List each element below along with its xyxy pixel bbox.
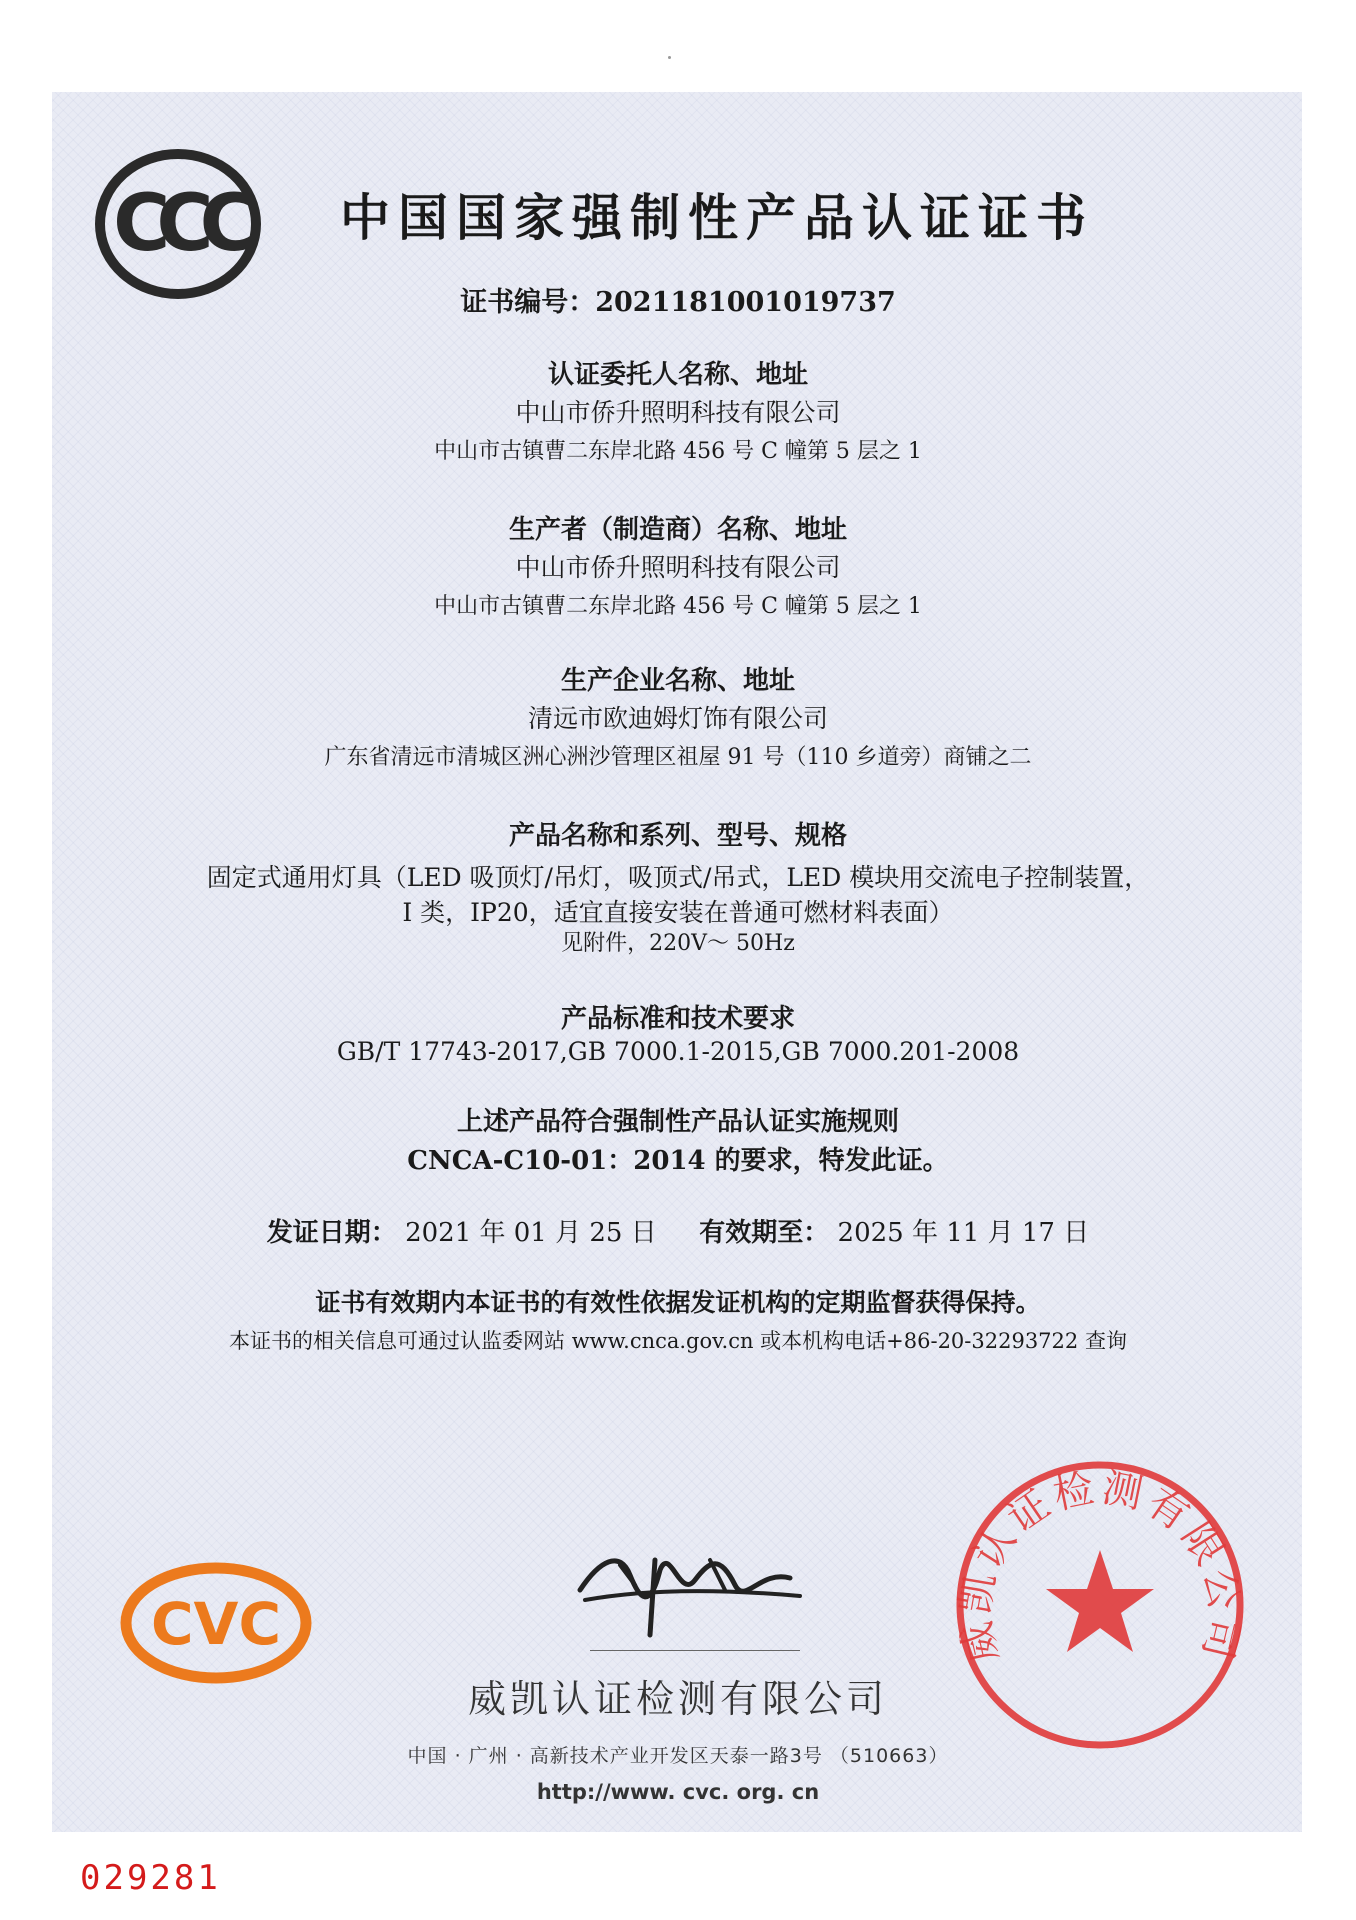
- issuer-website: http://www. cvc. org. cn: [536, 1780, 820, 1804]
- dates-row: [0, 1212, 1356, 1249]
- certificate-number: 2021181001019737: [595, 287, 896, 318]
- standards-heading: 产品标准和技术要求: [560, 1004, 795, 1034]
- serial-number: 029281: [80, 1858, 221, 1898]
- signature-line: [590, 1650, 800, 1651]
- scan-dot: [668, 56, 671, 59]
- issuer-address: 中国 · 广州 · 高新技术产业开发区天泰一路3号 （510663）: [407, 1745, 949, 1767]
- standards-list: GB/T 17743-2017,GB 7000.1-2015,GB 7000.201-2008: [336, 1037, 1020, 1066]
- certificate-number-label: 证书编号：: [460, 287, 596, 318]
- inquiry-note: 本证书的相关信息可通过认监委网站 www.cnca.gov.cn 或本机构电话+86-20-32293722 查询: [229, 1329, 1127, 1353]
- applicant-address: 中山市古镇曹二东岸北路 456 号 C 幢第 5 层之 1: [434, 439, 922, 464]
- manufacturer-name: 中山市侨升照明科技有限公司: [515, 553, 841, 582]
- signature-icon: [560, 1530, 810, 1640]
- conformity-statement: 上述产品符合强制性产品认证实施规则: [456, 1107, 899, 1137]
- factory-address: 广东省清远市清城区洲心洲沙管理区祖屋 91 号（110 乡道旁）商铺之二: [324, 745, 1032, 770]
- svg-text:CCC: CCC: [113, 179, 243, 269]
- product-rating: 见附件，220V～ 50Hz: [561, 931, 795, 956]
- factory-heading: 生产企业名称、地址: [560, 666, 795, 696]
- valid-until-date: 2025 年 11 月 17 日: [837, 1218, 1090, 1248]
- manufacturer-heading: 生产者（制造商）名称、地址: [508, 515, 847, 545]
- valid-until-label: 有效期至：: [699, 1218, 830, 1248]
- certificate-title: 中国国家强制性产品认证证书: [340, 188, 1094, 247]
- conformity-rule: CNCA-C10-01：2014 的要求，特发此证。: [407, 1146, 949, 1176]
- product-description-line2: I 类，IP20，适宜直接安装在普通可燃材料表面）: [402, 898, 954, 927]
- issue-date: 2021 年 01 月 25 日: [405, 1218, 657, 1248]
- red-seal-icon: [950, 1455, 1250, 1755]
- certificate-number-line: [0, 280, 1356, 319]
- product-description-line1: 固定式通用灯具（LED 吸顶灯/吊灯，吸顶式/吊式，LED 模块用交流电子控制装置，: [206, 863, 1150, 892]
- factory-name: 清远市欧迪姆灯饰有限公司: [527, 704, 828, 733]
- applicant-heading: 认证委托人名称、地址: [547, 360, 808, 390]
- svg-text:CVC: CVC: [150, 1590, 282, 1658]
- applicant-name: 中山市侨升照明科技有限公司: [515, 398, 841, 427]
- issuer-name: 威凯认证检测有限公司: [467, 1677, 888, 1721]
- validity-note: 证书有效期内本证书的有效性依据发证机构的定期监督获得保持。: [315, 1288, 1041, 1317]
- manufacturer-address: 中山市古镇曹二东岸北路 456 号 C 幢第 5 层之 1: [434, 594, 922, 619]
- issue-date-label: 发证日期：: [266, 1218, 397, 1248]
- svg-text:威凯认证检测有限公司: 威凯认证检测有限公司: [952, 1464, 1248, 1668]
- product-heading: 产品名称和系列、型号、规格: [508, 821, 847, 851]
